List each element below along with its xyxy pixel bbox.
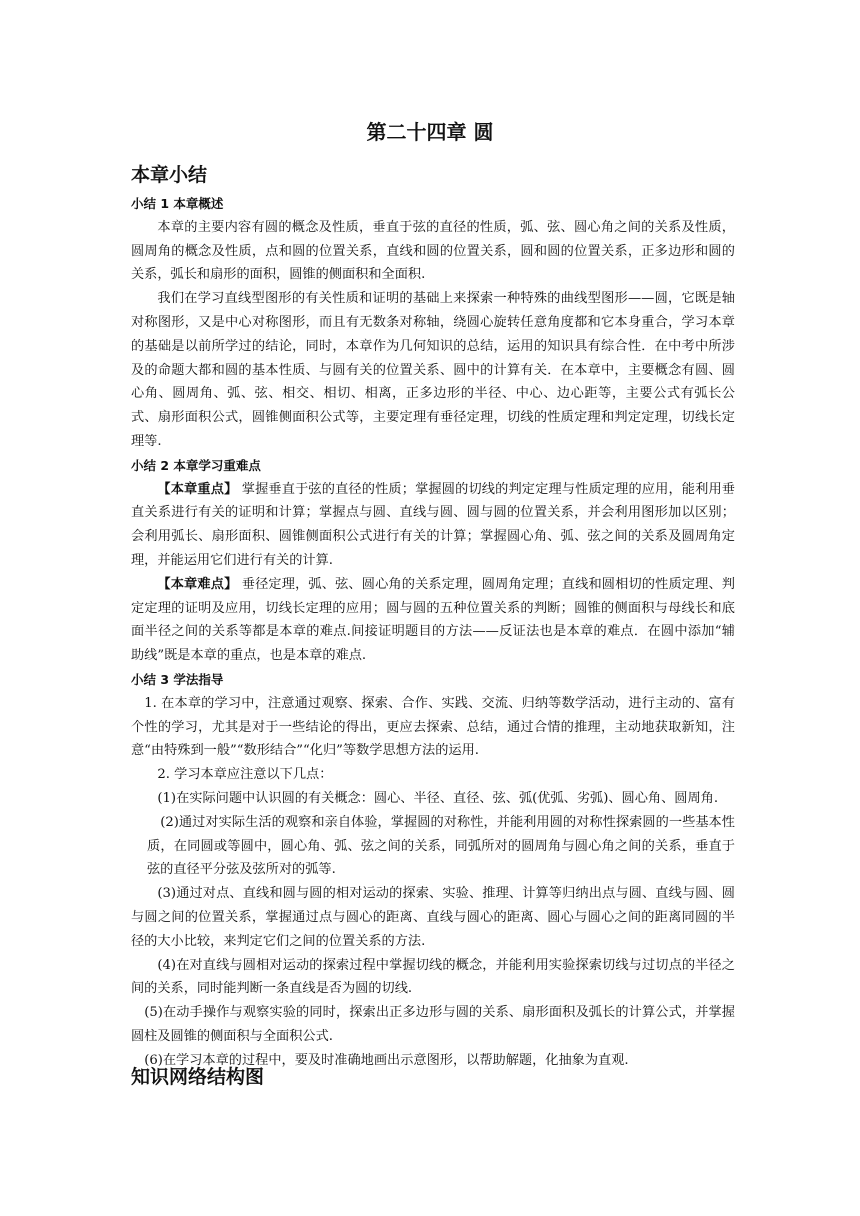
network-heading: 知识网络结构图 [131, 1066, 265, 1088]
difficult-points-paragraph [131, 573, 735, 668]
method-subitem-6: (6)在学习本章的过程中，要及时准确地画出示意图形，以帮助解题，化抽象为直观. [144, 1052, 629, 1068]
section-3-heading: 小结 3 学法指导 [131, 671, 224, 687]
summary-body [131, 192, 735, 1072]
method-subitem-5: (5)在动手操作与观察实验的同时，探索出正多边形与圆的关系、扇形面积及弧长的计算公式，并掌握圆柱及圆锥的侧面积与全面积公式. [131, 1005, 735, 1044]
method-subitem-3: (3)通过对点、直线和圆与圆的相对运动的探索、实验、推理、计算等归纳出点与圆、直线与圆、圆与圆之间的位置关系，掌握通过点与圆心的距离、直线与圆心的距离、圆心与圆心之间的距离同圆的半径的大小比较，来判定它们之间的位置关系的方法. [131, 886, 735, 949]
method-subitem-4: (4)在对直线与圆相对运动的探索过程中掌握切线的概念，并能利用实验探索切线与过切点的半径之间的关系，同时能判断一条直线是否为圆的切线. [131, 957, 735, 997]
summary-heading: 本章小结 [131, 164, 208, 186]
section-1-heading: 小结 1 本章概述 [131, 196, 224, 211]
key-points-label: 【本章重点】 [157, 481, 238, 497]
method-item-2: 2. 学习本章应注意以下几点： [157, 767, 333, 783]
section-1-paragraph-1: 本章的主要内容有圆的概念及性质，垂直于弦的直径的性质，弧、弦、圆心角之间的关系及性质，圆周角的概念及性质，点和圆的位置关系，直线和圆的位置关系，圆和圆的位置关系，正多边形和圆的关系，弧长和扇形的面积，圆锥的侧面积和全面积. [131, 219, 735, 283]
section-1-paragraph-2: 我们在学习直线型图形的有关性质和证明的基础上来探索一种特殊的曲线型图形——圆，它既是轴对称图形，又是中心对称图形，而且有无数条对称轴，绕圆心旋转任意角度都和它本身重合，学习本章的基础是以前所学过的结论，同时，本章作为几何知识的总结，运用的知识具有综合性．在中考中所涉及的命题大都和圆的基本性质、与圆有关的位置关系、圆中的计算有关．在本章中，主要概念有圆、圆心角、圆周角、弧、弦、相交、相切、相离，正多边形的半径、中心、边心距等，主要公式有弧长公式、扇形面积公式，圆锥侧面积公式等，主要定理有垂径定理，切线的性质定理和判定定理，切线长定理等. [131, 291, 735, 449]
chapter-title: 第二十四章 圆 [366, 120, 494, 144]
difficult-points-text: 垂径定理，弧、弦、圆心角的关系定理，圆周角定理；直线和圆相切的性质定理、判定定理的证明及应用，切线长定理的应用；圆与圆的五种位置关系的判断；圆锥的侧面积与母线长和底面半径之间的关系等都是本章的难点.间接证明题目的方法——反证法也是本章的难点．在圆中添加“辅助线”既是本章的重点，也是本章的难点. [131, 576, 735, 664]
method-subitem-1: (1)在实际问题中认识圆的有关概念：圆心、半径、直径、弦、弧(优弧、劣弧)、圆心角、圆周角. [157, 790, 719, 806]
section-2-heading: 小结 2 本章学习重难点 [131, 457, 261, 473]
difficult-points-label: 【本章难点】 [157, 576, 238, 592]
key-points-text: 掌握垂直于弦的直径的性质；掌握圆的切线的判定定理与性质定理的应用，能利用垂直关系进行有关的证明和计算；掌握点与圆、直线与圆、圆与圆的位置关系，并会利用图形加以区别；会利用弧长、扇形面积、圆锥侧面积公式进行有关的计算；掌握圆心角、弧、弦之间的关系及圆周角定理，并能运用它们进行有关的计算. [131, 481, 735, 568]
method-subitem-2: (2)通过对实际生活的观察和亲自体验，掌握圆的对称性，并能利用圆的对称性探索圆的一些基本性质，在同圆或等圆中，圆心角、弧、弦之间的关系，同弧所对的圆周角与圆心角之间的关系，垂直于弦的直径平分弦及弦所对的弧等. [147, 814, 735, 878]
key-points-paragraph [131, 478, 735, 573]
method-item-1: 1. 在本章的学习中，注意通过观察、探索、合作、实践、交流、归纳等数学活动，进行主动的、富有个性的学习，尤其是对于一些结论的得出，更应去探索、总结，通过合情的推理，主动地获取新知，注意“由特殊到一般”“数形结合”“化归”等数学思想方法的运用. [131, 695, 735, 759]
